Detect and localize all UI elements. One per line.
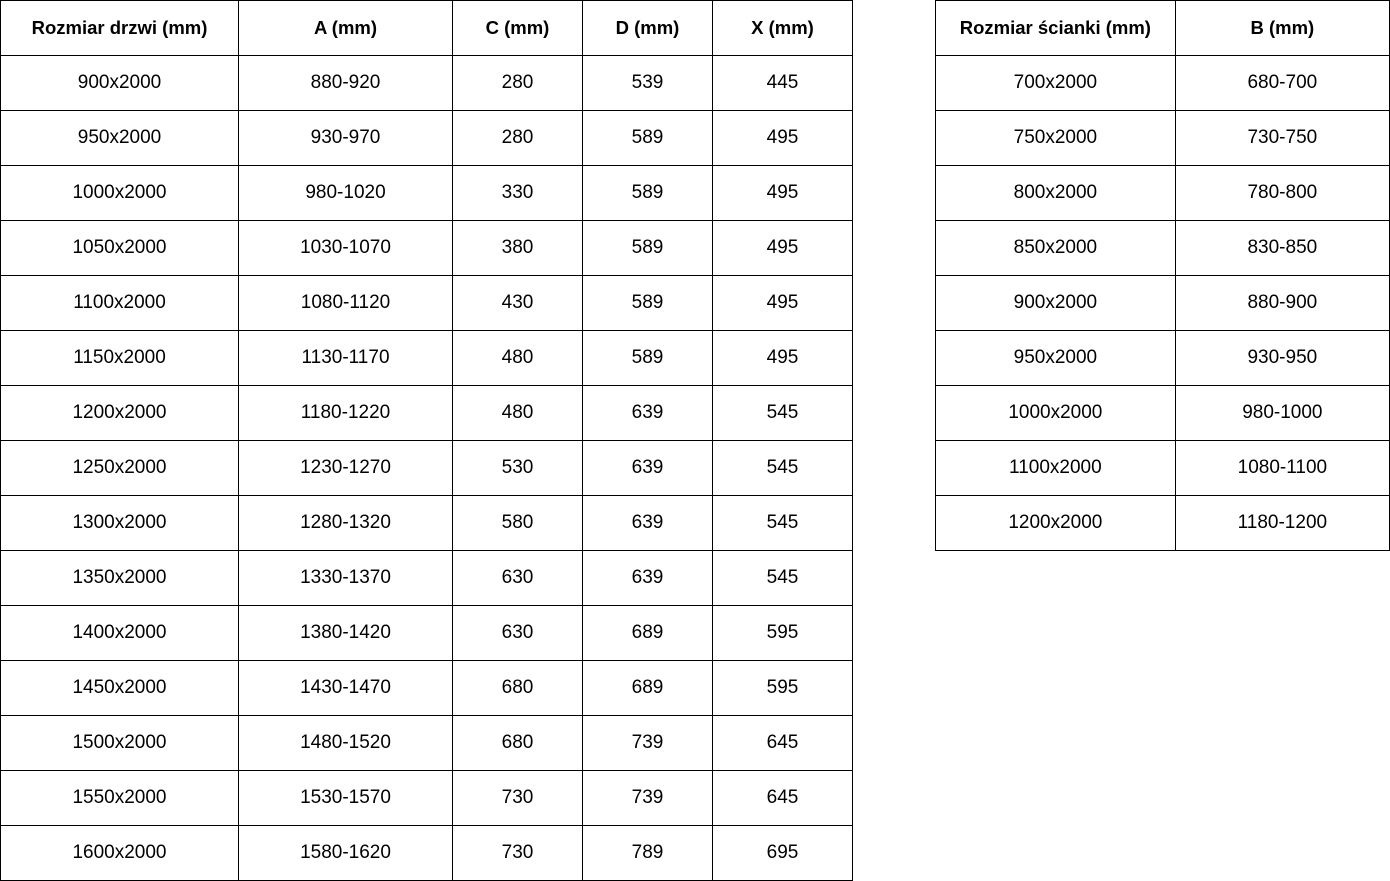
cell-c: 480	[453, 386, 583, 441]
cell-d: 589	[583, 111, 713, 166]
table-row	[936, 386, 1390, 441]
table-row	[936, 441, 1390, 496]
cell-d: 589	[583, 221, 713, 276]
column-header-x: X (mm)	[713, 1, 853, 56]
wall-size-table	[935, 0, 1390, 551]
cell-x: 495	[713, 331, 853, 386]
cell-a: 1230-1270	[239, 441, 453, 496]
cell-d: 739	[583, 716, 713, 771]
cell-x: 595	[713, 606, 853, 661]
table-row	[1, 716, 853, 771]
cell-a: 980-1020	[239, 166, 453, 221]
cell-wall-size: 850x2000	[936, 221, 1176, 276]
table-row	[936, 221, 1390, 276]
cell-x: 545	[713, 386, 853, 441]
cell-d: 739	[583, 771, 713, 826]
cell-wall-size: 750x2000	[936, 111, 1176, 166]
cell-c: 680	[453, 661, 583, 716]
cell-b: 680-700	[1175, 56, 1389, 111]
table-row	[1, 441, 853, 496]
cell-x: 595	[713, 661, 853, 716]
cell-a: 1580-1620	[239, 826, 453, 881]
cell-a: 1130-1170	[239, 331, 453, 386]
table-row	[1, 386, 853, 441]
cell-b: 880-900	[1175, 276, 1389, 331]
table-row	[936, 111, 1390, 166]
cell-a: 1180-1220	[239, 386, 453, 441]
cell-door-size: 950x2000	[1, 111, 239, 166]
cell-c: 730	[453, 826, 583, 881]
cell-d: 589	[583, 166, 713, 221]
cell-door-size: 1500x2000	[1, 716, 239, 771]
cell-door-size: 1300x2000	[1, 496, 239, 551]
cell-door-size: 1050x2000	[1, 221, 239, 276]
table-row	[1, 111, 853, 166]
wall-size-table-head	[936, 1, 1390, 56]
cell-d: 639	[583, 441, 713, 496]
cell-c: 380	[453, 221, 583, 276]
cell-door-size: 1350x2000	[1, 551, 239, 606]
cell-door-size: 1000x2000	[1, 166, 239, 221]
cell-door-size: 900x2000	[1, 56, 239, 111]
table-row	[1, 771, 853, 826]
table-row	[936, 166, 1390, 221]
cell-b: 1080-1100	[1175, 441, 1389, 496]
cell-x: 495	[713, 166, 853, 221]
cell-x: 495	[713, 221, 853, 276]
table-row	[1, 551, 853, 606]
table-row	[936, 331, 1390, 386]
cell-c: 480	[453, 331, 583, 386]
cell-b: 730-750	[1175, 111, 1389, 166]
cell-c: 730	[453, 771, 583, 826]
cell-door-size: 1450x2000	[1, 661, 239, 716]
column-header-d: D (mm)	[583, 1, 713, 56]
cell-wall-size: 950x2000	[936, 331, 1176, 386]
cell-b: 930-950	[1175, 331, 1389, 386]
cell-c: 330	[453, 166, 583, 221]
cell-x: 645	[713, 716, 853, 771]
cell-a: 1380-1420	[239, 606, 453, 661]
table-row	[1, 496, 853, 551]
cell-a: 1430-1470	[239, 661, 453, 716]
table-row	[936, 276, 1390, 331]
cell-door-size: 1150x2000	[1, 331, 239, 386]
cell-c: 630	[453, 551, 583, 606]
cell-c: 430	[453, 276, 583, 331]
cell-c: 280	[453, 56, 583, 111]
cell-c: 680	[453, 716, 583, 771]
cell-x: 545	[713, 551, 853, 606]
column-header-b: B (mm)	[1175, 1, 1389, 56]
table-row	[1, 166, 853, 221]
cell-d: 589	[583, 276, 713, 331]
cell-d: 639	[583, 496, 713, 551]
cell-d: 789	[583, 826, 713, 881]
cell-x: 495	[713, 276, 853, 331]
cell-x: 495	[713, 111, 853, 166]
column-header-door-size: Rozmiar drzwi (mm)	[1, 1, 239, 56]
cell-b: 780-800	[1175, 166, 1389, 221]
table-row	[1, 56, 853, 111]
table-row	[936, 496, 1390, 551]
cell-a: 1030-1070	[239, 221, 453, 276]
cell-wall-size: 700x2000	[936, 56, 1176, 111]
cell-d: 639	[583, 386, 713, 441]
cell-door-size: 1400x2000	[1, 606, 239, 661]
cell-a: 1480-1520	[239, 716, 453, 771]
cell-d: 639	[583, 551, 713, 606]
door-size-table-body	[1, 56, 853, 881]
cell-door-size: 1200x2000	[1, 386, 239, 441]
cell-wall-size: 800x2000	[936, 166, 1176, 221]
cell-a: 1080-1120	[239, 276, 453, 331]
cell-b: 980-1000	[1175, 386, 1389, 441]
cell-d: 689	[583, 606, 713, 661]
cell-c: 280	[453, 111, 583, 166]
wall-size-table-body	[936, 56, 1390, 551]
table-row	[936, 56, 1390, 111]
cell-a: 1530-1570	[239, 771, 453, 826]
cell-x: 445	[713, 56, 853, 111]
cell-b: 1180-1200	[1175, 496, 1389, 551]
cell-x: 695	[713, 826, 853, 881]
cell-x: 545	[713, 496, 853, 551]
table-row	[1, 606, 853, 661]
table-row	[1, 661, 853, 716]
table-row	[1, 331, 853, 386]
cell-d: 689	[583, 661, 713, 716]
table-row	[1, 826, 853, 881]
cell-a: 930-970	[239, 111, 453, 166]
cell-door-size: 1250x2000	[1, 441, 239, 496]
cell-a: 880-920	[239, 56, 453, 111]
cell-a: 1280-1320	[239, 496, 453, 551]
cell-c: 530	[453, 441, 583, 496]
cell-d: 589	[583, 331, 713, 386]
cell-wall-size: 900x2000	[936, 276, 1176, 331]
table-header-row	[936, 1, 1390, 56]
column-header-a: A (mm)	[239, 1, 453, 56]
cell-d: 539	[583, 56, 713, 111]
column-header-wall-size: Rozmiar ścianki (mm)	[936, 1, 1176, 56]
cell-door-size: 1600x2000	[1, 826, 239, 881]
cell-c: 580	[453, 496, 583, 551]
cell-b: 830-850	[1175, 221, 1389, 276]
cell-wall-size: 1200x2000	[936, 496, 1176, 551]
table-row	[1, 276, 853, 331]
cell-a: 1330-1370	[239, 551, 453, 606]
cell-door-size: 1100x2000	[1, 276, 239, 331]
cell-x: 645	[713, 771, 853, 826]
table-row	[1, 221, 853, 276]
cell-wall-size: 1000x2000	[936, 386, 1176, 441]
cell-door-size: 1550x2000	[1, 771, 239, 826]
cell-x: 545	[713, 441, 853, 496]
cell-c: 630	[453, 606, 583, 661]
column-header-c: C (mm)	[453, 1, 583, 56]
table-header-row	[1, 1, 853, 56]
cell-wall-size: 1100x2000	[936, 441, 1176, 496]
door-size-table-head	[1, 1, 853, 56]
